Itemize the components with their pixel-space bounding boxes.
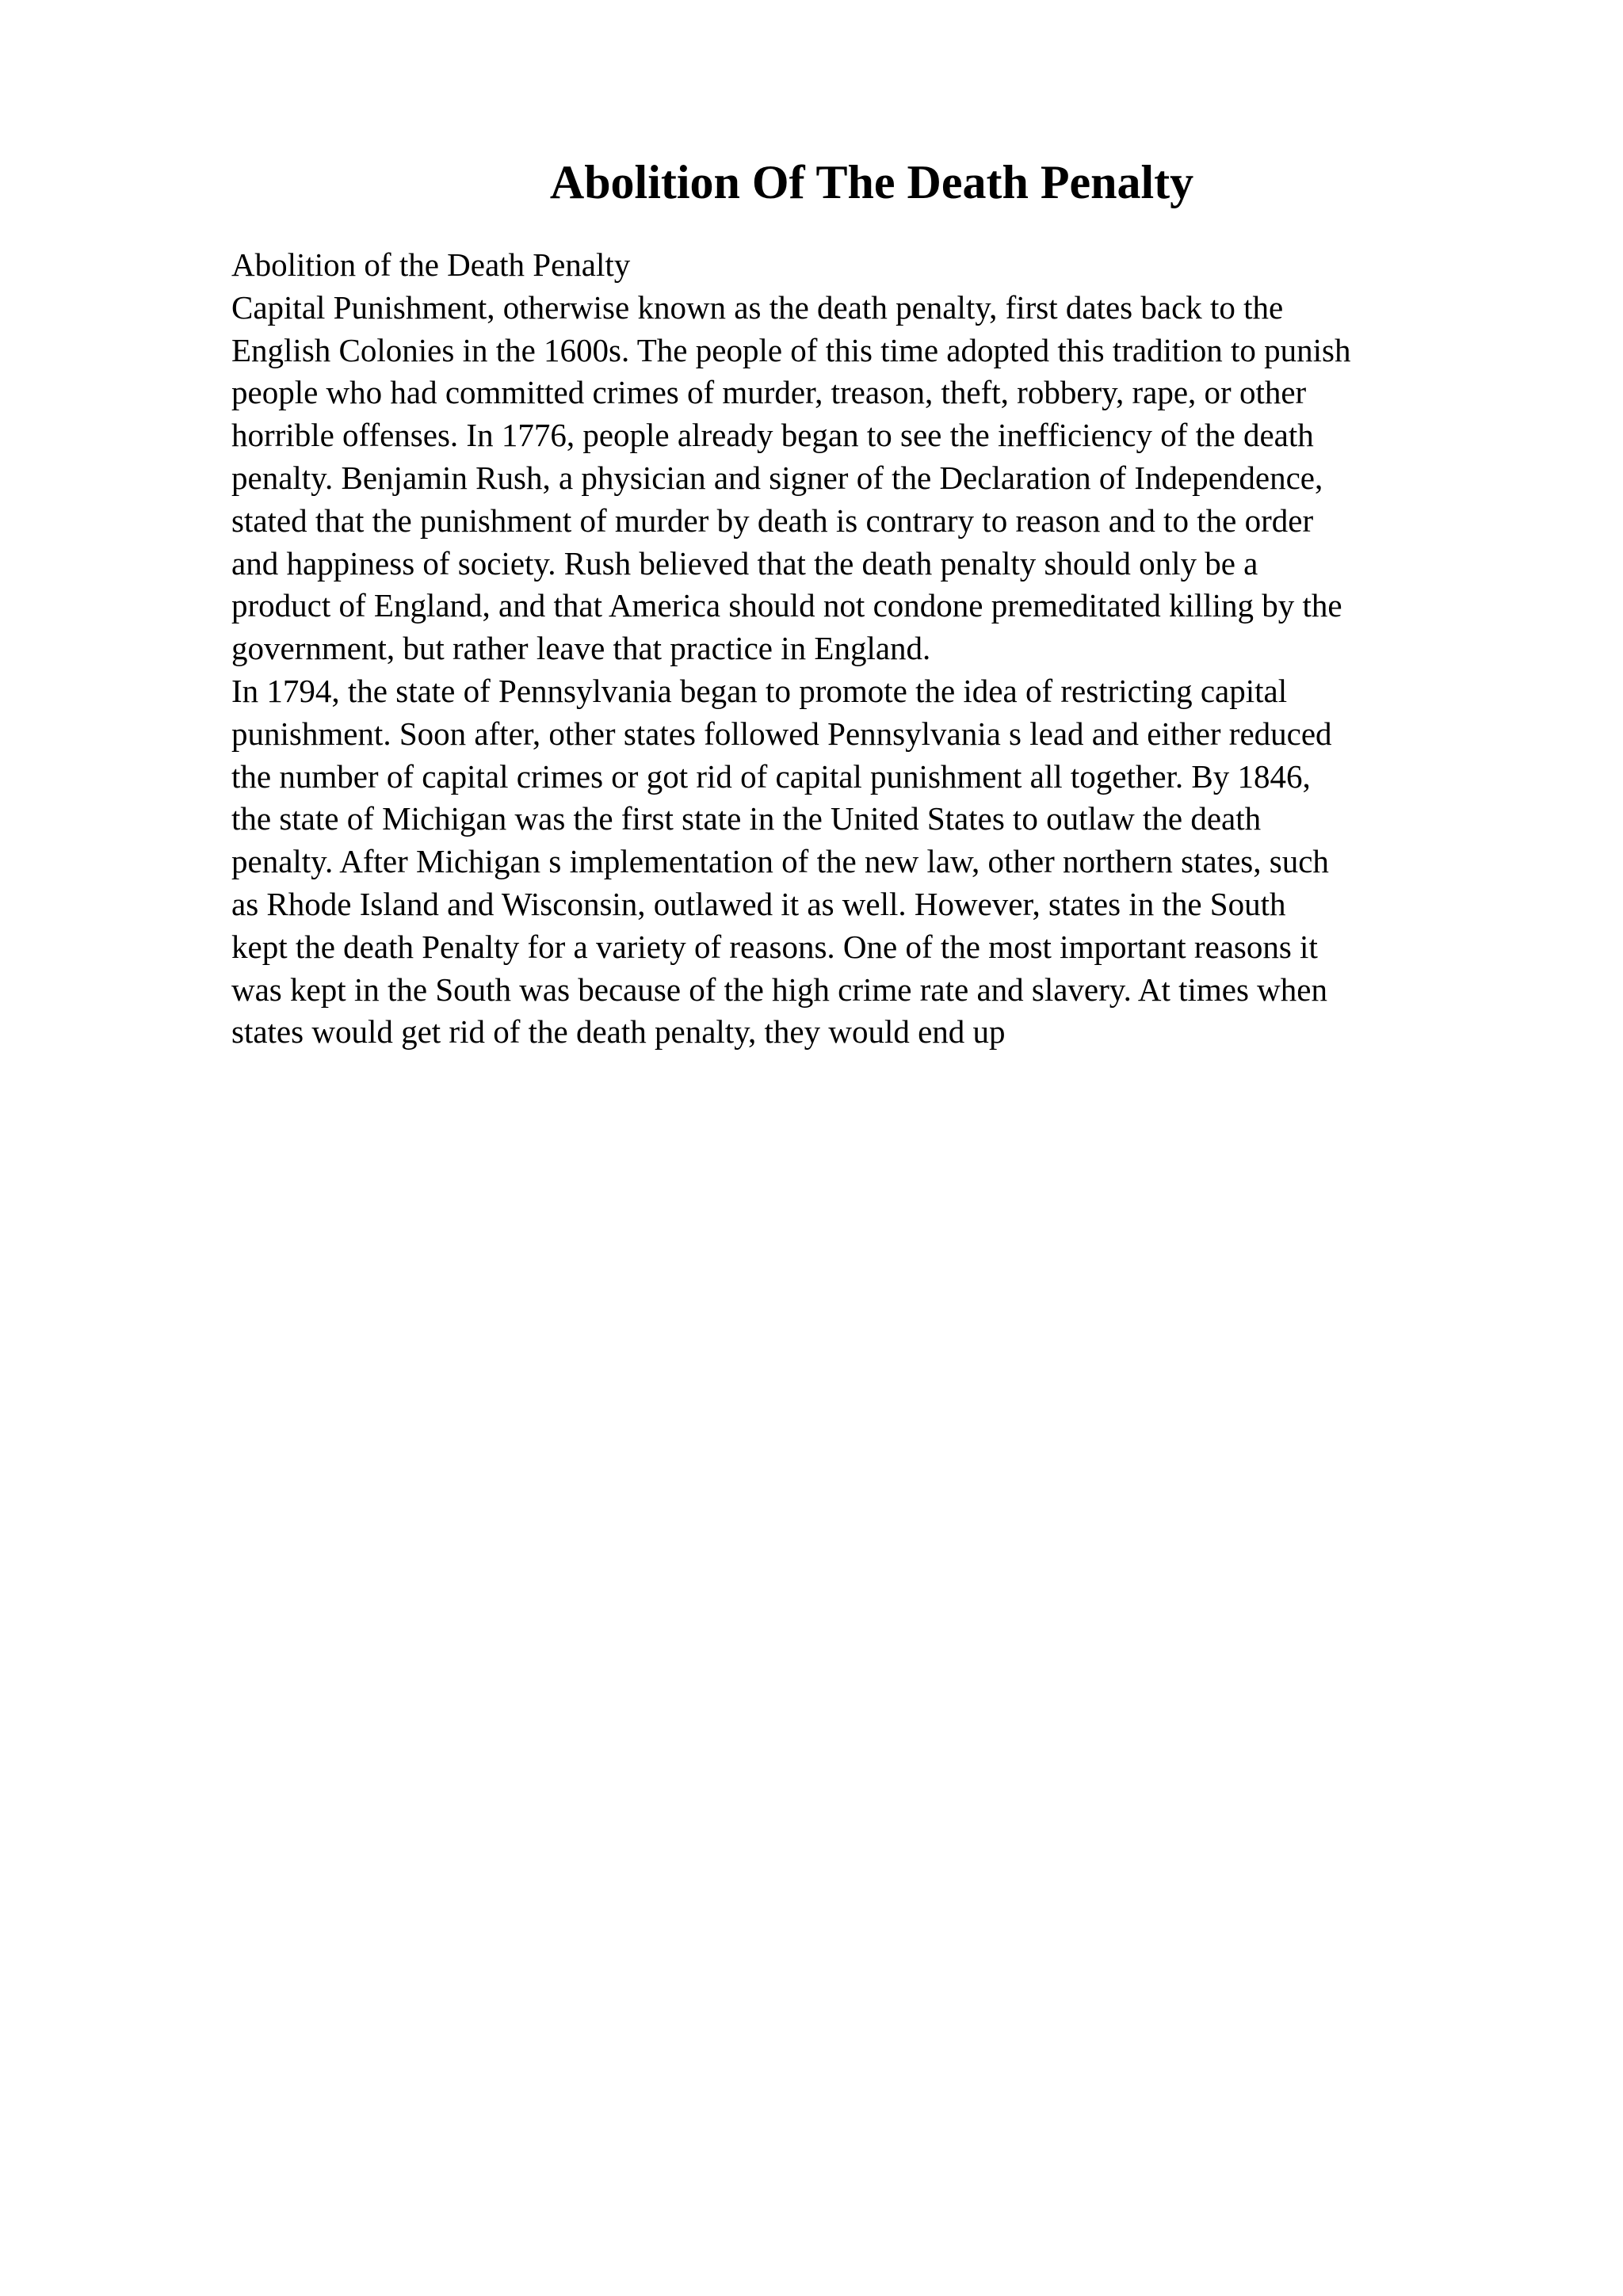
text-line: states would get rid of the death penalty, they would end up (231, 1013, 1006, 1051)
text-line: penalty. Benjamin Rush, a physician and signer of the Declaration of Independence, (231, 459, 1323, 496)
text-line: In 1794, the state of Pennsylvania began to promote the idea of restricting capital (231, 672, 1288, 709)
text-line: Capital Punishment, otherwise known as the death penalty, first dates back to the (231, 288, 1284, 326)
text-line: horrible offenses. In 1776, people already began to see the inefficiency of the death (231, 417, 1314, 454)
text-line: penalty. After Michigan s implementation of the new law, other northern states, such (231, 843, 1329, 880)
text-line: Abolition of the Death Penalty (231, 246, 631, 283)
text-line: product of England, and that America should not condone premeditated killing by the (231, 587, 1342, 624)
text-line: English Colonies in the 1600s. The people of this time adopted this tradition to punish (231, 331, 1351, 368)
text-line: and happiness of society. Rush believed that the death penalty should only be a (231, 544, 1258, 582)
text-line: government, but rather leave that practice in England. (231, 630, 931, 667)
document-title: Abolition Of The Death Penalty (549, 156, 1194, 208)
text-line: the state of Michigan was the first state in the United States to outlaw the death (231, 800, 1262, 837)
document-body (231, 244, 1531, 1054)
text-line: the number of capital crimes or got rid of capital punishment all together. By 1846, (231, 757, 1311, 795)
text-line: kept the death Penalty for a variety of reasons. One of the most important reasons it (231, 928, 1318, 965)
text-line: stated that the punishment of murder by death is contrary to reason and to the order (231, 502, 1314, 539)
text-line: people who had committed crimes of murder, treason, theft, robbery, rape, or other (231, 374, 1307, 411)
text-line: was kept in the South was because of the high crime rate and slavery. At times when (231, 971, 1327, 1008)
text-line: as Rhode Island and Wisconsin, outlawed it as well. However, states in the South (231, 885, 1286, 922)
text-line: punishment. Soon after, other states followed Pennsylvania s lead and either reduced (231, 715, 1332, 752)
